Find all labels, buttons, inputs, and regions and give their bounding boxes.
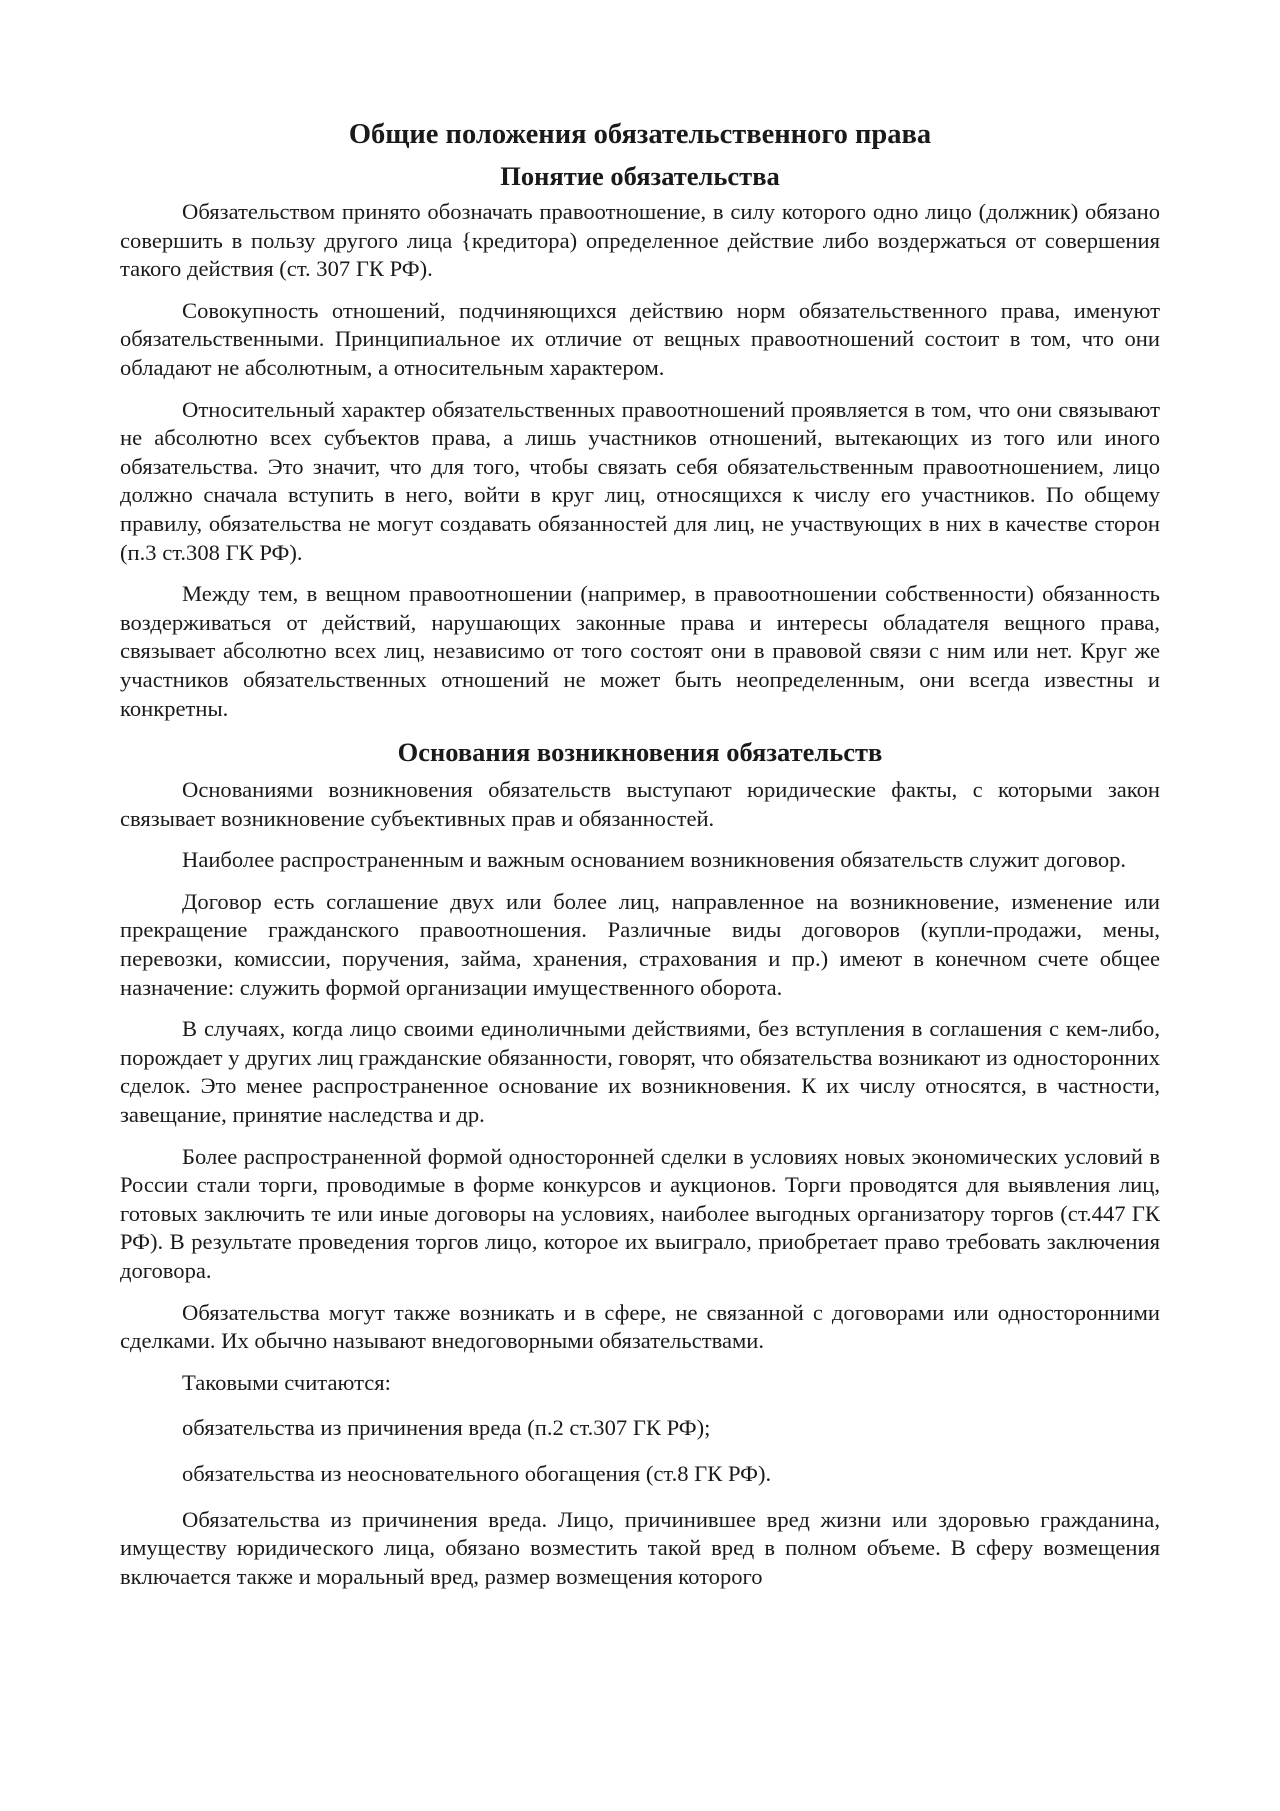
document-title: Общие положения обязательственного права	[348, 119, 932, 150]
document-page	[120, 118, 1160, 1604]
list-item: обязательства из причинения вреда (п.2 ст.307 ГК РФ);	[182, 1415, 711, 1441]
paragraph: Обязательства могут также возникать и в сфере, не связанной с договорами или односторонними сделками. Их обычно называют внедоговорными обязательствами.	[120, 1299, 1160, 1354]
section-heading-obligation-concept: Понятие обязательства	[500, 161, 780, 191]
paragraph: Наиболее распространенным и важным основанием возникновения обязательств служит договор.	[182, 847, 1127, 873]
paragraph: В случаях, когда лицо своими единоличными действиями, без вступления в соглашения с кем-либо, порождает у других лиц гражданские обязанности, говорят, что обязательства возникают из односторонних сделок. Это менее распространенное основание их возникновения. К их числу относятся, в частности, завещание, принятие наследства и др.	[120, 1016, 1160, 1128]
paragraph: Обязательства из причинения вреда. Лицо, причинившее вред жизни или здоровью гражданина, имуществу юридического лица, обязано возместить такой вред в полном объеме. В сферу возмещения включается также и моральный вред, размер возмещения которого	[120, 1506, 1160, 1589]
paragraph: Таковыми считаются:	[182, 1369, 391, 1395]
paragraph: Договор есть соглашение двух или более лиц, направленное на возникновение, изменение или прекращение гражданского правоотношения. Различные виды договоров (купли-продажи, мены, перевозки, комиссии, поручения, займа, хранения, страхования и пр.) имеют в конечном счете общее назначение: служить формой организации имущественного оборота.	[120, 888, 1160, 1000]
paragraph: Относительный характер обязательственных правоотношений проявляется в том, что они связывают не абсолютно всех субъектов права, а лишь участников отношений, вытекающих из того или иного обязательства. Это значит, что для того, чтобы связать себя обязательственным правоотношением, лицо должно сначала вступить в него, войти в круг лиц, относящихся к числу его участников. По общему правилу, обязательства не могут создавать обязанностей для лиц, не участвующих в них в качестве сторон (п.3 ст.308 ГК РФ).	[120, 396, 1160, 565]
paragraph: Совокупность отношений, подчиняющихся действию норм обязательственного права, именуют обязательственными. Принципиальное их отличие от вещных правоотношений состоит в том, что они обладают не абсолютным, а относительным характером.	[120, 297, 1160, 380]
paragraph: Основаниями возникновения обязательств выступают юридические факты, с которыми закон связывает возникновение субъективных прав и обязанностей.	[120, 777, 1160, 831]
paragraph: Обязательством принято обозначать правоотношение, в силу которого одно лицо (должник) обязано совершить в пользу другого лица {кредитора) определенное действие либо воздержаться от совершения такого действия (ст. 307 ГК РФ).	[120, 199, 1160, 282]
section-heading-obligation-grounds: Основания возникновения обязательств	[397, 737, 883, 768]
list-item: обязательства из неосновательного обогащения (ст.8 ГК РФ).	[182, 1460, 772, 1486]
paragraph: Более распространенной формой односторонней сделки в условиях новых экономических условий в России стали торги, проводимые в форме конкурсов и аукционов. Торги проводятся для выявления лиц, готовых заключить те или иные договоры на условиях, наиболее выгодных организатору торгов (ст.447 ГК РФ). В результате проведения торгов лицо, которое их выиграло, приобретает право требовать заключения договора.	[120, 1143, 1160, 1283]
paragraph: Между тем, в вещном правоотношении (например, в правоотношении собственности) обязанность воздерживаться от действий, нарушающих законные права и интересы обладателя вещного права, связывает абсолютно всех лиц, независимо от того состоят они в правовой связи с ним или нет. Круг же участников обязательственных отношений не может быть неопределенным, они всегда известны и конкретны.	[120, 581, 1160, 721]
